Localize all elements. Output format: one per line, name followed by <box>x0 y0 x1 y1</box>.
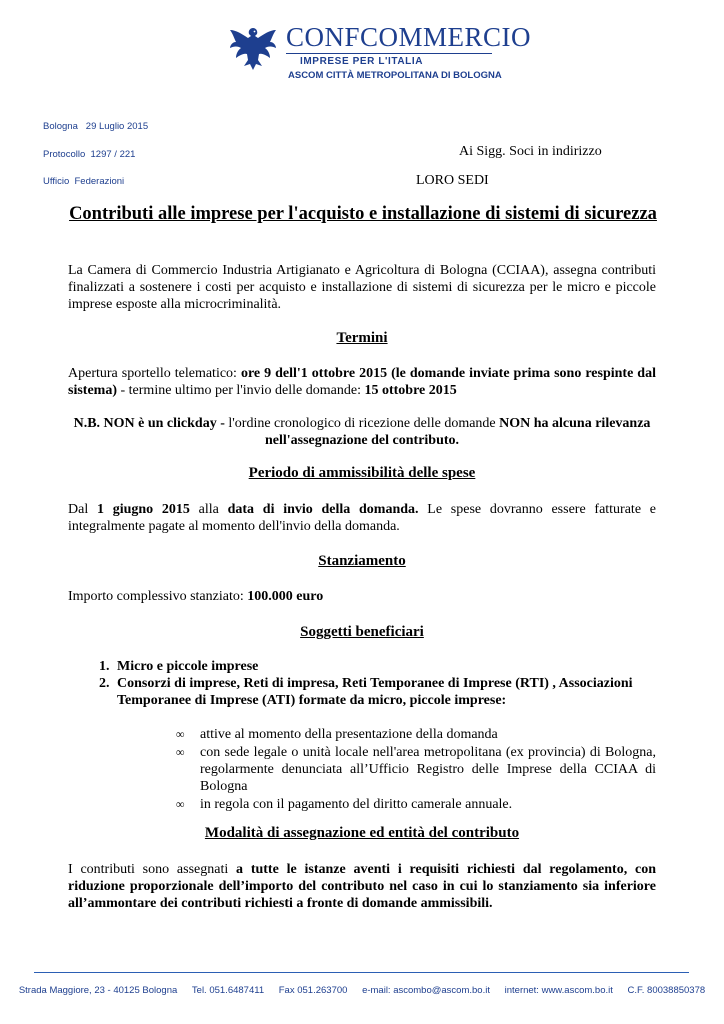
footer-contacts <box>0 985 724 996</box>
section-heading-periodo: Periodo di ammissibilità delle spese <box>248 465 476 481</box>
brand-subtitle: ASCOM CITTÀ METROPOLITANA DI BOLOGNA <box>288 70 502 81</box>
periodo-text-2: alla <box>189 502 228 517</box>
section-heading-soggetti: Soggetti beneficiari <box>300 624 424 640</box>
modalita-paragraph <box>68 861 656 912</box>
eagle-icon <box>228 24 278 72</box>
condition-text: in regola con il pagamento del diritto camerale annuale. <box>200 797 513 812</box>
stanziamento-amount: 100.000 euro <box>247 589 324 604</box>
brand-name: CONFCOMMERCIO <box>286 22 532 52</box>
footer-address: Strada Maggiore, 23 - 40125 Bologna <box>18 985 178 996</box>
periodo-paragraph <box>68 501 656 535</box>
modalita-text: I contributi sono assegnati <box>68 862 237 877</box>
nb-note <box>68 415 656 449</box>
termini-paragraph <box>68 365 656 399</box>
office-name: Ufficio Federazioni <box>43 176 125 187</box>
list-item <box>176 726 656 743</box>
modalita-emphasis: a tutte le istanze aventi i requisiti richiesti dal regolamento, con riduzione proporzionale dell’importo del contributo nel caso in cui lo stanziamento sia inferiore all’ammontare dei contributi richiesti a fronte di domande ammissibili. <box>68 862 656 911</box>
list-item: 2. Consorzi di imprese, Reti di impresa, Reti Temporanee di Imprese (RTI) , Associazioni Temporanee di Imprese (ATI) formate da micro, piccole imprese: <box>113 675 703 709</box>
infinity-bullet-icon: ∞ <box>176 797 185 811</box>
recipient-line-1: Ai Sigg. Soci in indirizzo <box>459 144 602 159</box>
beneficiaries-list <box>68 658 703 709</box>
condition-text: attive al momento della presentazione della domanda <box>200 727 498 742</box>
footer-email: e-mail: ascombo@ascom.bo.it <box>362 985 490 996</box>
termini-deadline: 15 ottobre 2015 <box>364 383 457 398</box>
periodo-start-date: 1 giugno 2015 <box>96 502 190 517</box>
nb-note-emphasis: NON ha alcuna rilevanza nell'assegnazione del contributo. <box>264 416 651 448</box>
footer-tax-code: C.F. 80038850378 <box>627 985 706 996</box>
confcommercio-logo <box>228 22 532 81</box>
section-heading-modalita: Modalità di assegnazione ed entità del contributo <box>204 825 520 841</box>
periodo-end: data di invio della domanda. <box>227 502 419 517</box>
recipient-line-2: LORO SEDI <box>416 173 489 188</box>
condition-text: con sede legale o unità locale nell'area metropolitana (ex provincia) di Bologna, regolarmente denunciata all’Ufficio Registro delle Imprese della CCIAA di Bologna <box>200 745 656 794</box>
list-item <box>176 796 656 813</box>
infinity-bullet-icon: ∞ <box>176 727 185 741</box>
stanziamento-label: Importo complessivo stanziato: <box>68 589 248 604</box>
intro-paragraph: La Camera di Commercio Industria Artigianato e Agricoltura di Bologna (CCIAA), assegna contributi finalizzati a sostenere i costi per acquisto e installazione di sistemi di sicurezza per le micro e piccole imprese esposte alla microcriminalità. <box>68 263 656 312</box>
footer-tel: Tel. 051.6487411 <box>191 985 265 996</box>
list-item <box>176 744 656 795</box>
termini-text: Apertura sportello telematico: <box>68 366 241 381</box>
protocol-number: Protocollo 1297 / 221 <box>43 149 136 160</box>
stanziamento-paragraph <box>68 588 656 605</box>
letter-date: Bologna 29 Luglio 2015 <box>43 121 149 132</box>
periodo-text-3: Le spese dovranno essere fatturate e integralmente pagate al momento dell'invio della domanda. <box>68 502 656 534</box>
footer-divider <box>34 972 689 973</box>
brand-divider <box>286 53 492 54</box>
conditions-list <box>176 726 656 814</box>
section-heading-termini: Termini <box>336 330 388 346</box>
nb-note-text: l'ordine cronologico di ricezione delle domande <box>228 416 500 431</box>
document-title: Contributi alle imprese per l'acquisto e installazione di sistemi di sicurezza <box>69 204 657 224</box>
section-heading-stanziamento: Stanziamento <box>318 553 406 569</box>
termini-text-2: - termine ultimo per l'invio delle domande: <box>117 383 365 398</box>
infinity-bullet-icon: ∞ <box>176 745 185 759</box>
nb-note-label: N.B. NON è un clickday - <box>73 416 229 431</box>
brand-tagline: IMPRESE PER L'ITALIA <box>300 56 424 67</box>
footer-fax: Fax 051.263700 <box>278 985 348 996</box>
footer-website: internet: www.ascom.bo.it <box>504 985 613 996</box>
list-item: 1. Micro e piccole imprese <box>113 658 703 675</box>
periodo-text-1: Dal <box>68 502 97 517</box>
termini-opening-time: ore 9 dell'1 ottobre 2015 (le domande inviate prima sono respinte dal sistema) <box>68 366 656 398</box>
